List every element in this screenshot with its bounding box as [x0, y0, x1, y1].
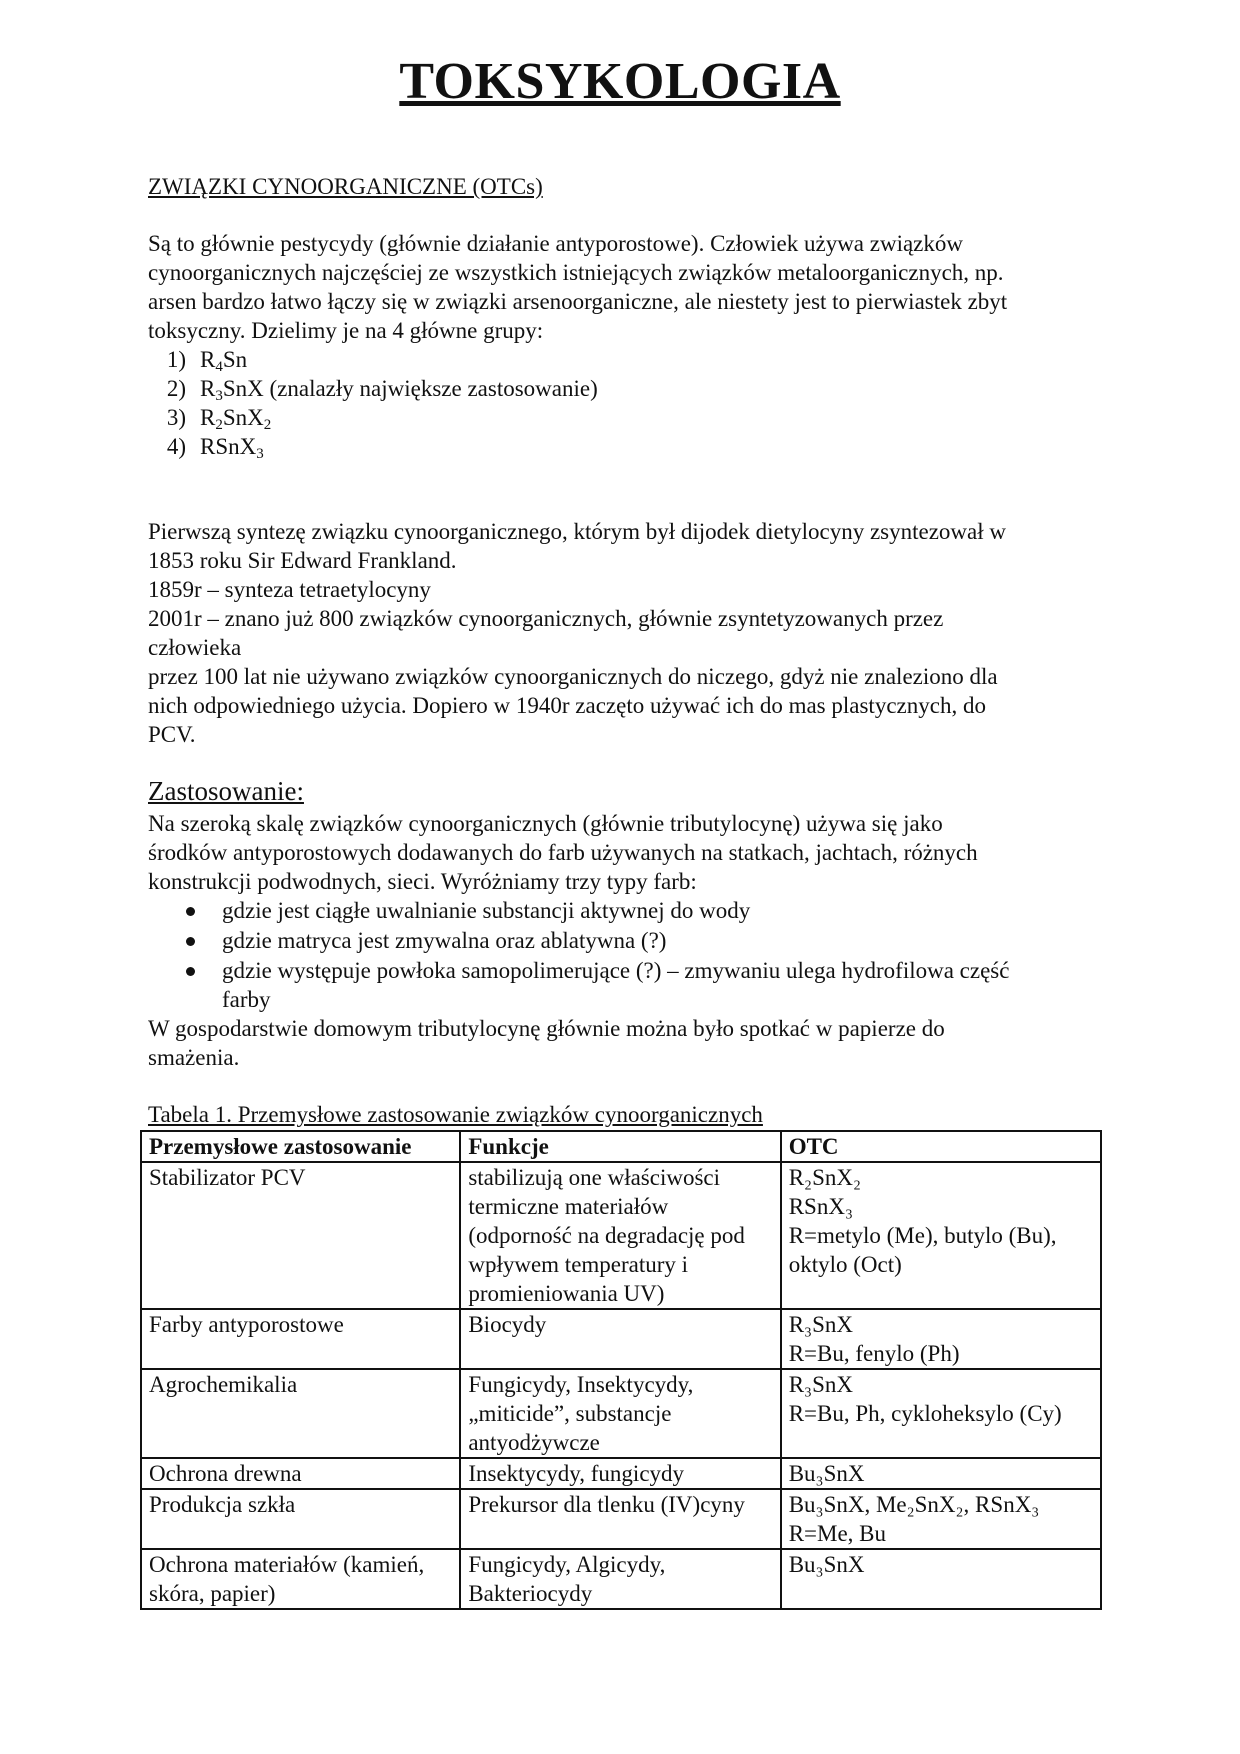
history-line: 2001r – znano już 800 związków cynoorganicznych, głównie zsyntetyzowanych przez — [148, 606, 944, 631]
table-header-cell: Przemysłowe zastosowanie — [141, 1131, 460, 1162]
paragraph-line: środków antyporostowych dodawanych do farb używanych na statkach, jachtach, różnych — [148, 840, 978, 865]
table-cell: stabilizują one właściwości termiczne materiałów (odporność na degradację pod wpływem temperatury i promieniowania UV) — [460, 1162, 780, 1309]
paragraph-line: W gospodarstwie domowym tributylocynę głównie można było spotkać w papierze do — [148, 1016, 945, 1041]
table-header-row — [141, 1131, 1101, 1162]
table-row — [141, 1489, 1101, 1549]
bullet-item-continuation: farby — [222, 987, 271, 1012]
history-line: Pierwszą syntezę związku cynoorganicznego, którym był dijodek dietylocyny zsyntezował w — [148, 519, 1006, 544]
table-cell: Fungicydy, Algicydy, Bakteriocydy — [460, 1549, 780, 1609]
table-cell: Bu₃SnX, Me₂SnX₂, RSnX₃ R=Me, Bu — [781, 1489, 1101, 1549]
table-cell: R₂SnX₂ RSnX₃ R=metylo (Me), butylo (Bu), oktylo (Oct) — [781, 1162, 1101, 1309]
paragraph-line: cynoorganicznych najczęściej ze wszystkich istniejących związków metaloorganicznych, np. — [148, 260, 1004, 285]
otc-applications-table — [140, 1130, 1102, 1610]
history-line: PCV. — [148, 722, 196, 747]
bullet-item: gdzie matryca jest zmywalna oraz ablatywna (?) — [222, 928, 667, 953]
group-list-item: 4) RSnX$_3$ — [166, 434, 264, 462]
table-cell: Biocydy — [460, 1309, 780, 1369]
history-line: 1853 roku Sir Edward Frankland. — [148, 548, 457, 573]
table-cell: Prekursor dla tlenku (IV)cyny — [460, 1489, 780, 1549]
table-cell: Farby antyporostowe — [141, 1309, 460, 1369]
document-title: TOKSYKOLOGIA — [399, 53, 841, 110]
table-cell: Ochrona materiałów (kamień, skóra, papier) — [141, 1549, 460, 1609]
table-cell: Stabilizator PCV — [141, 1162, 460, 1309]
table-row — [141, 1369, 1101, 1458]
table-cell: Ochrona drewna — [141, 1458, 460, 1489]
table-cell: Bu₃SnX — [781, 1458, 1101, 1489]
table-row — [141, 1549, 1101, 1609]
table-row — [141, 1309, 1101, 1369]
table-cell: R₃SnX R=Bu, Ph, cykloheksylo (Cy) — [781, 1369, 1101, 1458]
table-caption: Tabela 1. Przemysłowe zastosowanie związków cynoorganicznych — [148, 1102, 763, 1127]
bullet-item: gdzie występuje powłoka samopolimerujące (?) – zmywaniu ulega hydrofilowa część — [222, 958, 1010, 983]
bullet-icon — [186, 907, 195, 916]
paragraph-line: Na szeroką skalę związków cynoorganicznych (głównie tributylocynę) używa się jako — [148, 811, 943, 836]
table-cell: Insektycydy, fungicydy — [460, 1458, 780, 1489]
section-heading-zastosowanie: Zastosowanie: — [148, 776, 304, 806]
table-cell: Agrochemikalia — [141, 1369, 460, 1458]
table-cell: Bu₃SnX — [781, 1549, 1101, 1609]
history-line: człowieka — [148, 635, 242, 660]
paragraph-line: toksyczny. Dzielimy je na 4 główne grupy: — [148, 318, 544, 343]
table-header-cell: Funkcje — [460, 1131, 780, 1162]
table-cell: R₃SnX R=Bu, fenylo (Ph) — [781, 1309, 1101, 1369]
group-list-item: 1) $R_4Sn$ — [166, 347, 248, 375]
table-header-cell: OTC — [781, 1131, 1101, 1162]
paragraph-line: smażenia. — [148, 1045, 240, 1070]
table-cell: Produkcja szkła — [141, 1489, 460, 1549]
table-cell: Fungicydy, Insektycydy, „miticide”, substancje antyodżywcze — [460, 1369, 780, 1458]
history-line: 1859r – synteza tetraetylocyny — [148, 577, 431, 602]
bullet-icon — [186, 937, 195, 946]
paragraph-line: Są to głównie pestycydy (głównie działanie antyporostowe). Człowiek używa związków — [148, 231, 963, 256]
paragraph-line: konstrukcji podwodnych, sieci. Wyróżniamy trzy typy farb: — [148, 869, 697, 894]
history-line: nich odpowiedniego użycia. Dopiero w 1940r zaczęto używać ich do mas plastycznych, do — [148, 693, 986, 718]
table-row — [141, 1458, 1101, 1489]
bullet-icon — [186, 967, 195, 976]
bullet-item: gdzie jest ciągłe uwalnianie substancji aktywnej do wody — [222, 898, 751, 923]
table-row — [141, 1162, 1101, 1309]
paragraph-line: arsen bardzo łatwo łączy się w związki arsenoorganiczne, ale niestety jest to pierwiastek zbyt — [148, 289, 1008, 314]
history-line: przez 100 lat nie używano związków cynoorganicznych do niczego, gdyż nie znaleziono dla — [148, 664, 998, 689]
group-list-item: 3) $R_2SnX_2$ — [166, 405, 272, 433]
section-heading-otc: ZWIĄZKI CYNOORGANICZNE (OTCs) — [148, 174, 543, 199]
group-list-item: 2) $R_3SnX$ (znalazły największe zastosowanie) — [166, 376, 598, 404]
